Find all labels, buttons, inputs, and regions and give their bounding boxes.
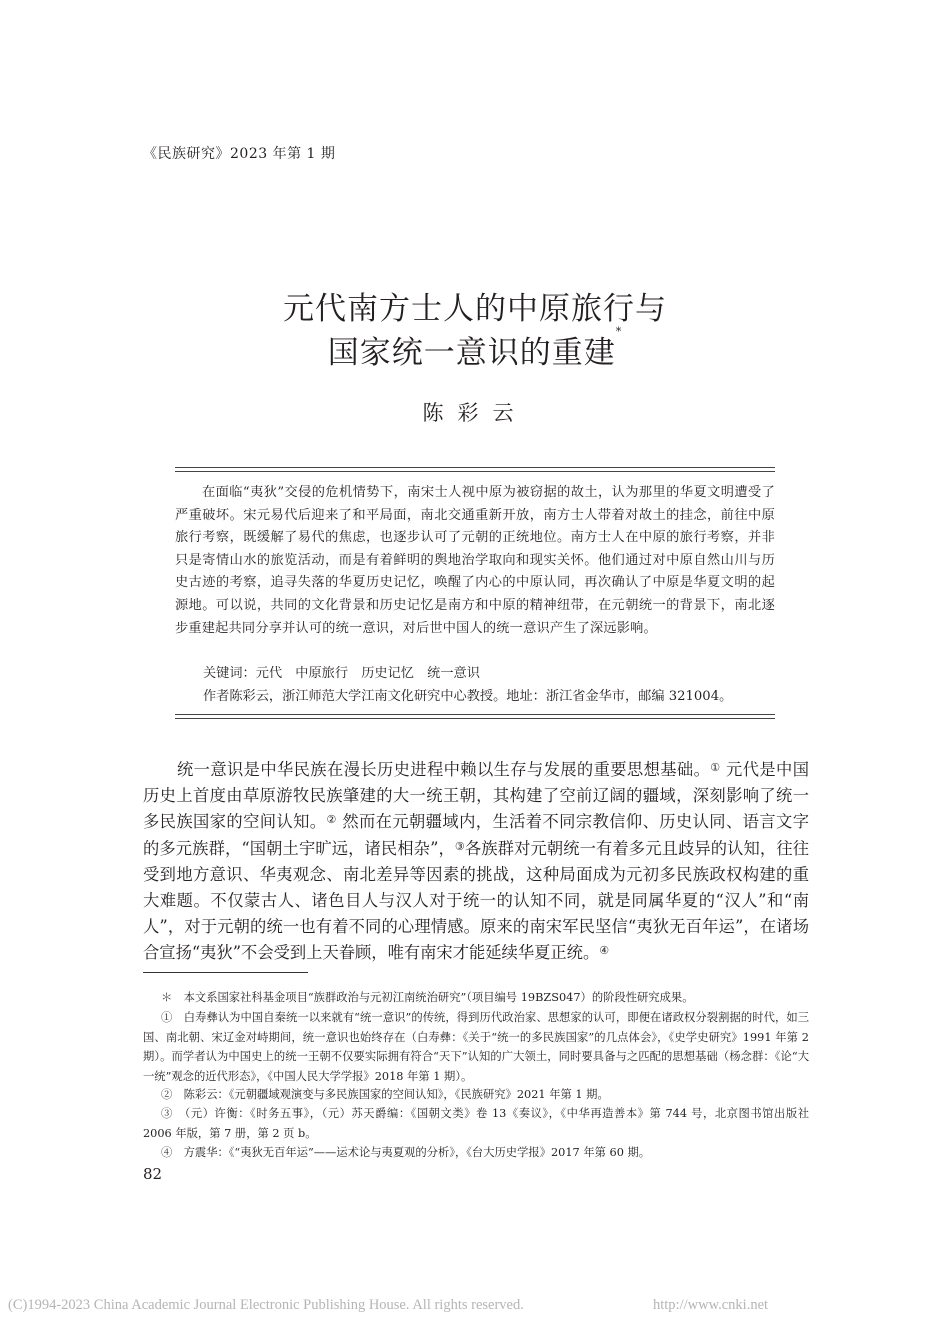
page-number: 82	[143, 1165, 163, 1183]
footnote-separator	[143, 972, 308, 973]
footnote-1: ① 白寿彝认为中国自秦统一以来就有“统一意识”的传统，得到历代政治家、思想家的认可，即便在诸政权分裂割据的时代，如三国、南北朝、宋辽金对峙期间，统一意识也始终存在（白寿彝：《关于“统一的多民族国家”的几点体会》，《史学史研究》1991 年第 2 期）。而学者认为中国史上的统一王朝不仅要实际拥有符合“天下”认知的广大领土，同时要具备与之匹配的思想基础（杨念群：《论“大一统”观念的近代形态》，《中国人民大学学报》2018 年第 1 期）。	[143, 1011, 809, 1083]
abstract-top-rule	[175, 467, 775, 468]
author-info: 作者陈彩云，浙江师范大学江南文化研究中心教授。地址：浙江省金华市，邮编 321004。	[203, 689, 733, 704]
abstract-top-rule-inner	[175, 471, 775, 472]
keywords: 关键词：元代 中原旅行 历史记忆 统一意识	[203, 666, 480, 681]
abstract-bottom-rule	[175, 718, 775, 719]
author-name: 陈彩云	[422, 401, 528, 425]
footnote-3: ③ （元）许衡：《时务五事》，（元）苏天爵编：《国朝文类》卷 13《奏议》，《中华再造善本》第 744 号，北京图书馆出版社 2006 年版，第 7 册，第 2 页 b。	[143, 1107, 809, 1140]
body-paragraph	[143, 757, 809, 967]
footnote-ref-4[interactable]: ④	[599, 944, 610, 958]
body-text-4: 各族群对元朝统一有着多元且歧异的认知，往往受到地方意识、华夷观念、南北差异等因素的挑战，这种局面成为元初多民族政权构建的重大难题。不仅蒙古人、诸色目人与汉人对于统一的认知不同，就是同属华夏的“汉人”和“南人”，对于元朝的统一也有着不同的心理情感。原来的南宋军民坚信“夷狄无百年运”，在诸场合宣扬“夷狄”不会受到上天眷顾，唯有南宋才能延续华夏正统。	[143, 838, 809, 963]
footnote-ref-2[interactable]: ②	[326, 813, 337, 827]
body-text-3: 然而在元朝疆域内，生活着不同宗教信仰、历史认同、语言文字的多元族群，“国朝土宇旷远，诸民相杂”，	[143, 812, 809, 858]
journal-header: 《民族研究》2023 年第 1 期	[143, 146, 336, 162]
article-title-line-1: 元代南方士人的中原旅行与	[283, 291, 667, 327]
article-title-line-2	[0, 327, 950, 372]
article-title-line-2-text: 国家统一意识的重建	[327, 335, 616, 371]
abstract-text: 在面临“夷狄”交侵的危机情势下，南宋士人视中原为被窃据的故土，认为那里的华夏文明遭受了严重破坏。宋元易代后迎来了和平局面，南北交通重新开放，南方士人带着对故土的挂念，前往中原旅行考察，既缓解了易代的焦虑，也逐步认可了元朝的正统地位。南方士人在中原的旅行考察，并非只是寄情山水的旅览活动，而是有着鲜明的舆地治学取向和现实关怀。他们通过对中原自然山川与历史古迹的考察，追寻失落的华夏历史记忆，唤醒了内心的中原认同，再次确认了中原是华夏文明的起源地。可以说，共同的文化背景和历史记忆是南方和中原的精神纽带，在元朝统一的背景下，南北逐步重建起共同分享并认可的统一意识，对后世中国人的统一意识产生了深远影响。	[175, 485, 775, 636]
footnote-ref-3[interactable]: ③	[454, 839, 465, 853]
cnki-link[interactable]: http://www.cnki.net	[653, 1297, 769, 1313]
footnote-4: ④ 方震华：《“夷狄无百年运”——运术论与夷夏观的分析》，《台大历史学报》2017 年第 60 期。	[161, 1146, 651, 1159]
footnote-funding: ＊ 本文系国家社科基金项目“族群政治与元初江南统治研究”（项目编号 19BZS047）的阶段性研究成果。	[161, 991, 694, 1004]
footnote-2: ② 陈彩云：《元朝疆域观演变与多民族国家的空间认知》，《民族研究》2021 年第 1 期。	[161, 1088, 609, 1101]
body-text-1: 统一意识是中华民族在漫长历史进程中赖以生存与发展的重要思想基础。	[177, 760, 711, 779]
body-text-2: 元代是中国历史上首度由草原游牧民族肇建的大一统王朝，其构建了空前辽阔的疆域，深刻影响了统一多民族国家的空间认知。	[143, 760, 809, 832]
title-note-mark: *	[615, 325, 623, 338]
footnote-ref-1[interactable]: ①	[710, 761, 721, 774]
copyright-text: (C)1994-2023 China Academic Journal Electronic Publishing House. All rights reserved.	[8, 1297, 524, 1313]
abstract-bottom-rule-inner	[175, 714, 775, 715]
